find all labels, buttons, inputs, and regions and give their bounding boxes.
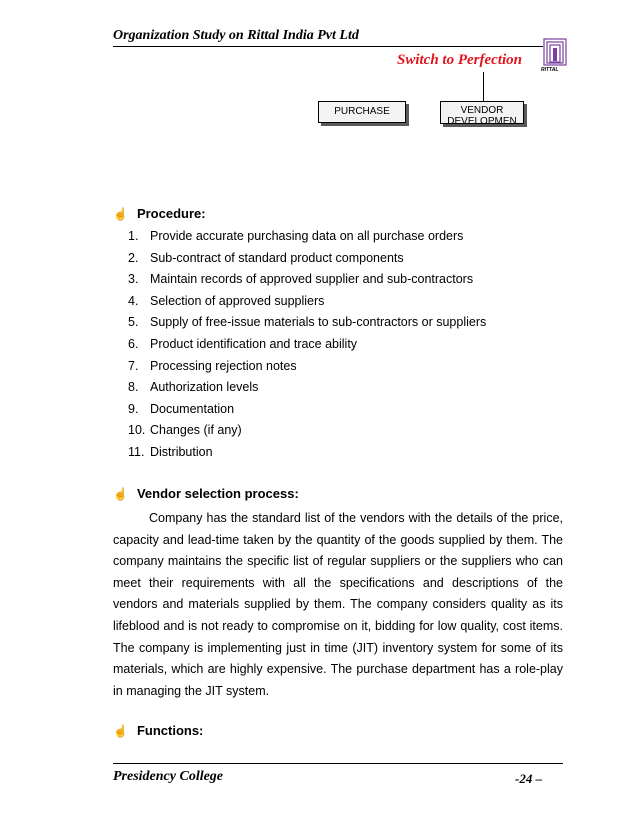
functions-heading: ☝ Functions: [113, 723, 204, 738]
hand-pointer-icon: ☝ [113, 487, 128, 501]
procedure-heading: ☝ Procedure: [113, 206, 206, 221]
list-item: 9. Documentation [128, 401, 235, 416]
purchase-box: PURCHASE [318, 101, 406, 123]
footer-rule [113, 763, 563, 764]
list-item: 8. Authorization levels [128, 380, 259, 395]
vendor-development-box: VENDOR DEVELOPMEN [440, 101, 524, 124]
logo-text: RITTAL [541, 67, 559, 73]
list-item: 4. Selection of approved suppliers [128, 293, 325, 308]
vendor-selection-paragraph: Company has the standard list of the vendors with the details of the price, capacity and lead-time taken by the quantity of the goods supplied by them. The company maintains the specific list of regular suppliers or the suppliers who can meet their requirements with all the specifications and descriptions of the vendors and materials supplied by them. The company considers quality as its lifeblood and is not ready to compromise on it, bidding for low quality, cost items. The company is implementing just in time (JIT) inventory system for some of its materials, which are highly expensive. The purchase department has a role-play in managing the JIT system. [113, 511, 563, 698]
list-item: 10. Changes (if any) [128, 423, 242, 438]
list-item: 7. Processing rejection notes [128, 358, 297, 373]
list-item: 1. Provide accurate purchasing data on all purchase orders [128, 229, 464, 243]
header-rule [113, 46, 543, 47]
list-item: 5. Supply of free-issue materials to sub-contractors or suppliers [128, 315, 487, 330]
rittal-logo-icon [543, 38, 567, 68]
list-item: 2. Sub-contract of standard product components [128, 250, 404, 265]
footer-college: Presidency College [113, 769, 224, 784]
list-item: 11. Distribution [128, 444, 213, 459]
list-item: 3. Maintain records of approved supplier and sub-contractors [128, 272, 474, 287]
vendor-selection-heading: ☝ Vendor selection process: [113, 486, 299, 501]
list-item: 6. Product identification and trace ability [128, 336, 358, 351]
diagram-connector [483, 72, 484, 101]
hand-pointer-icon: ☝ [113, 724, 128, 738]
header-tagline: Switch to Perfection [397, 52, 522, 68]
hand-pointer-icon: ☝ [113, 207, 128, 221]
header-title: Organization Study on Rittal India Pvt Ltd [113, 28, 359, 43]
footer-page-number: -24 – [515, 771, 543, 786]
procedure-list [128, 226, 548, 464]
